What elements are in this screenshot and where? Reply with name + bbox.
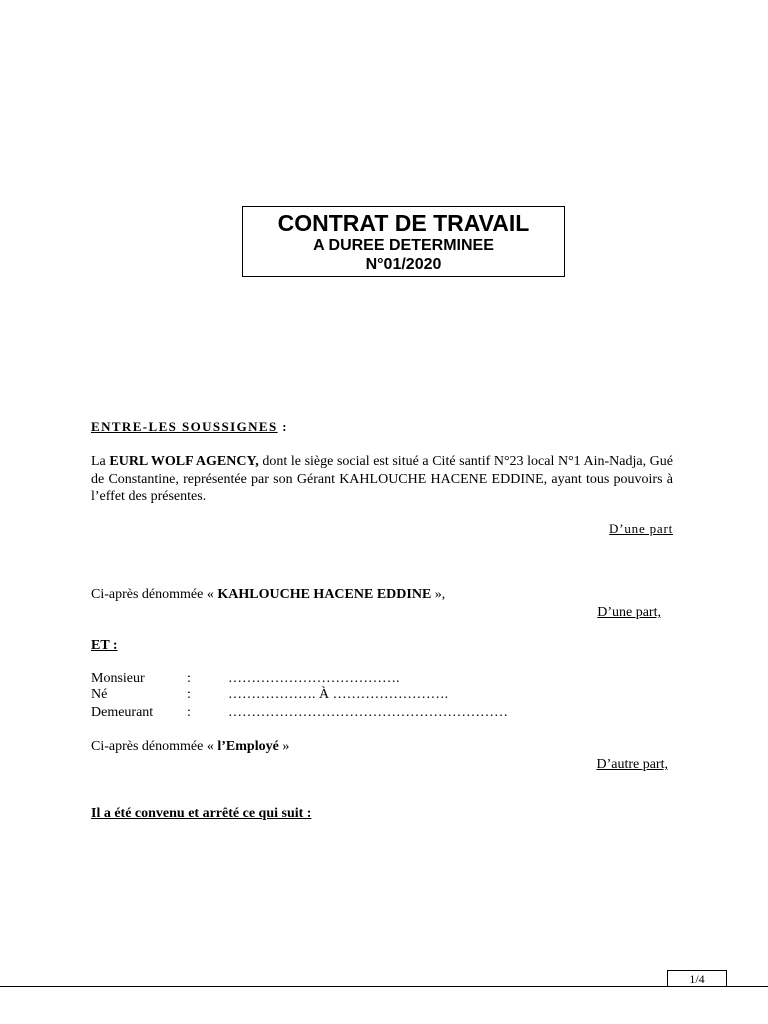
parties-heading bbox=[91, 419, 288, 435]
field-colon: : bbox=[187, 705, 191, 720]
parties-heading-text: ENTRE-LES SOUSSIGNES bbox=[91, 419, 278, 434]
field-value: ………………. À ……………………. bbox=[228, 687, 449, 702]
company-alias-name: KAHLOUCHE HACENE EDDINE bbox=[217, 587, 432, 602]
contract-subtitle: A DUREE DETERMINEE bbox=[313, 237, 494, 254]
field-label: Monsieur bbox=[91, 671, 145, 686]
field-colon: : bbox=[187, 671, 191, 686]
employee-alias-name: l’Employé bbox=[217, 739, 279, 754]
dune-part-label-1: D’une part bbox=[609, 521, 673, 536]
dune-part-label-2: D’une part, bbox=[597, 605, 661, 620]
employee-alias-line bbox=[91, 738, 289, 755]
company-paragraph bbox=[91, 453, 673, 506]
employee-alias-suffix: » bbox=[278, 739, 290, 754]
contract-number: N°01/2020 bbox=[365, 256, 442, 273]
parties-heading-colon: : bbox=[277, 419, 288, 434]
contract-title: CONTRAT DE TRAVAIL bbox=[277, 210, 530, 236]
field-label: Demeurant bbox=[91, 705, 154, 720]
company-prefix: La bbox=[91, 454, 110, 469]
contract-title-box bbox=[242, 206, 565, 277]
company-alias-prefix: Ci-après dénommée « bbox=[91, 587, 218, 602]
company-alias-line bbox=[91, 586, 445, 603]
field-value: ………………………………. bbox=[228, 671, 400, 686]
dautre-part-label: D’autre part, bbox=[596, 757, 668, 772]
footer-divider bbox=[0, 986, 768, 987]
company-alias-suffix: », bbox=[431, 587, 446, 602]
page-number: 1/4 bbox=[667, 970, 727, 986]
et-label: ET : bbox=[91, 638, 118, 653]
field-colon: : bbox=[187, 687, 191, 702]
field-label: Né bbox=[91, 687, 108, 702]
company-name: EURL WOLF AGENCY, bbox=[109, 454, 259, 469]
company-details: dont le siège social est situé a Cité santif N°23 local N°1 Ain-Nadja, Gué de Constantine, représentée par son Gérant KAHLOUCHE HACENE EDDINE, ayant tous pouvoirs à l’effet des présentes. bbox=[91, 454, 673, 504]
field-value: …………………………………………………… bbox=[228, 705, 508, 720]
agreement-heading: Il a été convenu et arrêté ce qui suit : bbox=[91, 806, 312, 821]
employee-alias-prefix: Ci-après dénommée « bbox=[91, 739, 218, 754]
